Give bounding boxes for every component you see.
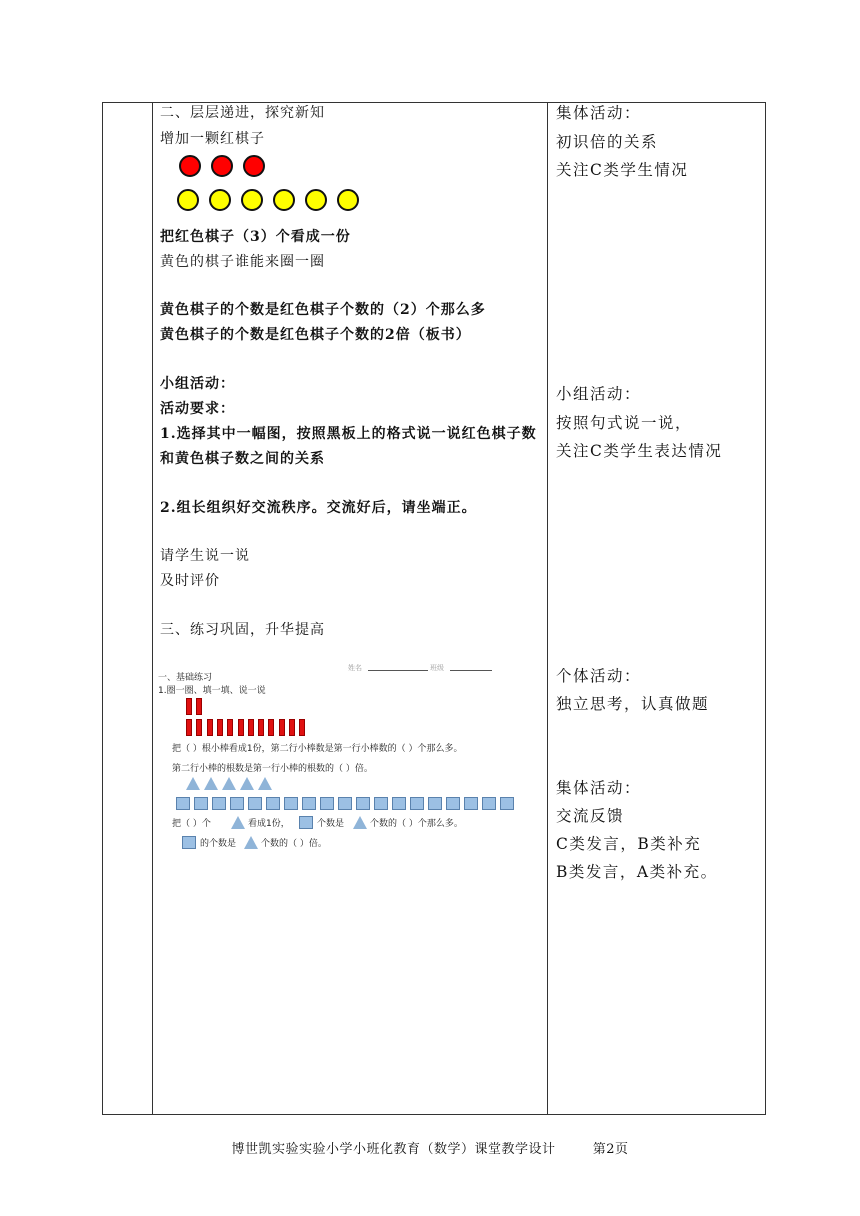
q1-times: 第二行小棒的根数是第一行小棒的根数的（ ）倍。 — [172, 764, 373, 774]
red-stick — [196, 698, 202, 715]
page-footer — [0, 1138, 860, 1157]
ask-student-text: 请学生说一说 — [160, 548, 250, 564]
red-stick — [268, 719, 274, 736]
block1-title: 集体活动： — [556, 104, 642, 122]
block4-line1: 交流反馈 — [556, 807, 625, 825]
yellow-chess-piece — [241, 189, 263, 211]
square-shape — [338, 797, 352, 810]
square-shape — [446, 797, 460, 810]
q2-part-c: 个数是 — [317, 819, 345, 829]
block2-line1: 按照句式说一说， — [556, 414, 693, 432]
section3-title: 三、练习巩固，升华提高 — [160, 622, 325, 638]
square-shape — [464, 797, 478, 810]
triangle-shape — [204, 777, 218, 790]
red-stick — [207, 719, 213, 736]
red-stick — [217, 719, 223, 736]
red-stick — [186, 698, 192, 715]
square-shape — [284, 797, 298, 810]
block2-title: 小组活动： — [556, 385, 642, 403]
requirement-heading: 活动要求： — [160, 401, 235, 417]
block4-title: 集体活动： — [556, 779, 642, 797]
red-stick — [196, 719, 202, 736]
block3-title: 个体活动： — [556, 667, 642, 685]
square-shape — [356, 797, 370, 810]
block1-line2: 关注C类学生情况 — [556, 161, 689, 179]
worksheet-q1: 1.圈一圈、填一填、说一说 — [158, 686, 266, 696]
q2-part-b: 看成1份， — [248, 819, 290, 829]
block3-line1: 独立思考，认真做题 — [556, 695, 710, 713]
page-number: 第2页 — [592, 1142, 629, 1157]
red-stick — [248, 719, 254, 736]
triangle-icon — [353, 816, 367, 829]
block4-line2: C类发言，B类补充 — [556, 835, 702, 853]
q1-sentence: 把（ ）根小棒看成1份，第二行小棒数是第一行小棒数的（ ）个那么多。 — [172, 744, 463, 754]
times-sentence-b: 黄色棋子的个数是红色棋子个数的2倍（板书） — [160, 327, 471, 343]
triangle-shape — [240, 777, 254, 790]
circle-prompt: 黄色的棋子谁能来圈一圈 — [160, 254, 325, 270]
square-shape — [230, 797, 244, 810]
triangle-shape — [186, 777, 200, 790]
square-shape — [428, 797, 442, 810]
triangle-shape — [258, 777, 272, 790]
worksheet-section: 一、基础练习 — [158, 673, 213, 683]
block4-line3: B类发言，A类补充。 — [556, 863, 718, 881]
triangle-icon — [244, 836, 258, 849]
triangle-shape — [222, 777, 236, 790]
column-divider — [547, 103, 548, 1114]
red-stick — [289, 719, 295, 736]
yellow-chess-piece — [209, 189, 231, 211]
square-shape — [500, 797, 514, 810]
square-shape — [194, 797, 208, 810]
red-chess-piece — [211, 155, 233, 177]
name-blank — [368, 670, 428, 671]
requirement-1a: 1.选择其中一幅图，按照黑板上的格式说一说红色棋子数 — [160, 426, 537, 442]
footer-text: 博世凯实验实验小学小班化教育（数学）课堂教学设计 — [231, 1142, 556, 1157]
square-shape — [248, 797, 262, 810]
evaluate-text: 及时评价 — [160, 573, 220, 589]
worksheet-header-class: 班级 — [430, 664, 444, 672]
q2-part-a: 把（ ）个 — [172, 819, 211, 829]
column-divider — [152, 103, 153, 1114]
q2-part-f: 个数的（ ）倍。 — [261, 839, 327, 849]
red-stick — [279, 719, 285, 736]
square-shape — [302, 797, 316, 810]
red-stick — [227, 719, 233, 736]
requirement-1b: 和黄色棋子数之间的关系 — [160, 451, 325, 467]
requirement-2: 2.组长组织好交流秩序。交流好后，请坐端正。 — [160, 500, 477, 516]
square-shape — [176, 797, 190, 810]
worksheet-image — [158, 660, 538, 860]
yellow-chess-piece — [305, 189, 327, 211]
treat-as-one-text: 把红色棋子（3）个看成一份 — [160, 229, 351, 245]
times-sentence-a: 黄色棋子的个数是红色棋子个数的（2）个那么多 — [160, 302, 486, 318]
red-stick — [299, 719, 305, 736]
yellow-chess-piece — [177, 189, 199, 211]
square-shape — [266, 797, 280, 810]
square-shape — [374, 797, 388, 810]
square-shape — [410, 797, 424, 810]
square-shape — [482, 797, 496, 810]
square-icon — [299, 816, 313, 829]
square-shape — [320, 797, 334, 810]
square-icon — [182, 836, 196, 849]
worksheet-header-name: 姓名 — [348, 664, 362, 672]
square-shape — [212, 797, 226, 810]
triangle-icon — [231, 816, 245, 829]
q2-part-d: 个数的（ ）个那么多。 — [370, 819, 463, 829]
red-stick — [258, 719, 264, 736]
section2-title: 二、层层递进，探究新知 — [160, 105, 325, 121]
yellow-chess-piece — [337, 189, 359, 211]
red-stick — [238, 719, 244, 736]
class-blank — [450, 670, 492, 671]
group-activity-heading: 小组活动： — [160, 376, 235, 392]
red-chess-piece — [179, 155, 201, 177]
q2-part-e: 的个数是 — [200, 839, 237, 849]
yellow-chess-piece — [273, 189, 295, 211]
block2-line2: 关注C类学生表达情况 — [556, 442, 723, 460]
red-stick — [186, 719, 192, 736]
add-one-text: 增加一颗红棋子 — [160, 131, 265, 147]
square-shape — [392, 797, 406, 810]
red-chess-piece — [243, 155, 265, 177]
block1-line1: 初识倍的关系 — [556, 133, 659, 151]
